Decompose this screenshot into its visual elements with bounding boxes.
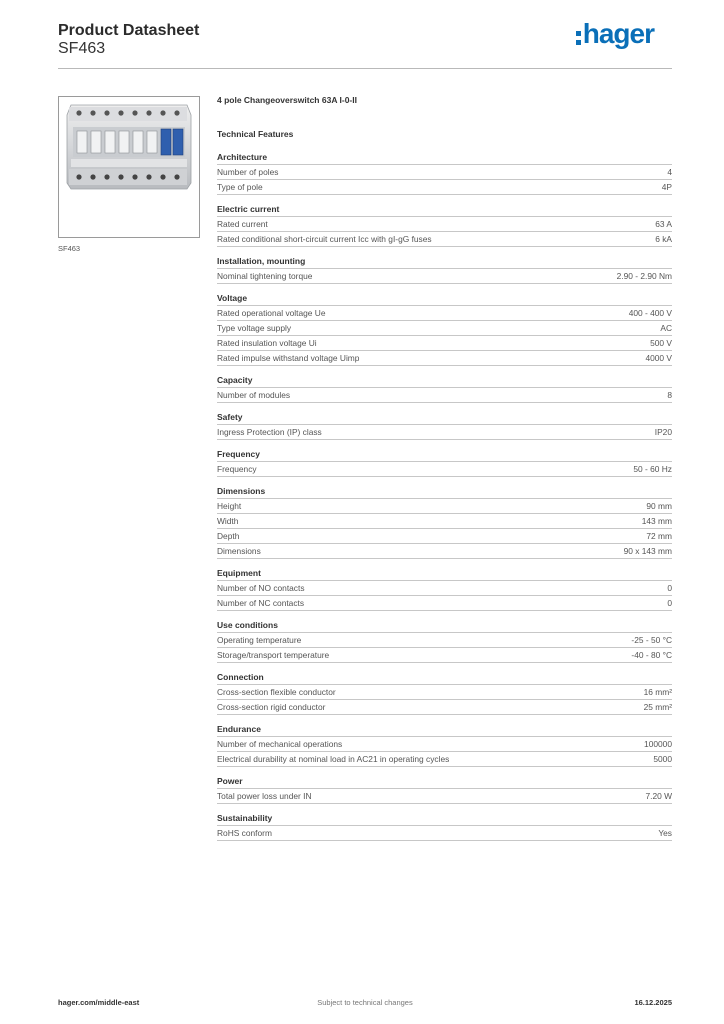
- spec-value: 100000: [644, 739, 672, 749]
- spec-section: [217, 256, 672, 284]
- spec-row: [217, 336, 672, 351]
- spec-value: 4: [667, 167, 672, 177]
- spec-label: Depth: [217, 531, 240, 541]
- spec-label: Type of pole: [217, 182, 263, 192]
- spec-label: Rated impulse withstand voltage Uimp: [217, 353, 360, 363]
- product-image: [58, 96, 200, 238]
- spec-row: [217, 596, 672, 611]
- spec-row: [217, 462, 672, 477]
- spec-label: Width: [217, 516, 239, 526]
- spec-value: 4P: [661, 182, 672, 192]
- spec-value: 90 mm: [646, 501, 672, 511]
- spec-row: [217, 217, 672, 232]
- spec-label: Total power loss under IN: [217, 791, 312, 801]
- spec-section: [217, 724, 672, 767]
- spec-value: 50 - 60 Hz: [633, 464, 672, 474]
- spec-row: [217, 700, 672, 715]
- spec-label: Rated insulation voltage Ui: [217, 338, 317, 348]
- spec-value: 0: [667, 598, 672, 608]
- spec-value: 4000 V: [645, 353, 672, 363]
- section-title: Frequency: [217, 449, 672, 462]
- spec-row: [217, 648, 672, 663]
- spec-value: 2.90 - 2.90 Nm: [616, 271, 672, 281]
- spec-row: [217, 633, 672, 648]
- logo-dots-icon: [576, 31, 581, 45]
- section-title: Electric current: [217, 204, 672, 217]
- spec-value: 143 mm: [641, 516, 672, 526]
- section-title: Safety: [217, 412, 672, 425]
- spec-label: Rated conditional short-circuit current Icc with gI-gG fuses: [217, 234, 432, 244]
- spec-value: 5000: [653, 754, 672, 764]
- spec-label: Number of NO contacts: [217, 583, 305, 593]
- technical-features: [217, 95, 672, 850]
- spec-label: Number of modules: [217, 390, 291, 400]
- section-title: Voltage: [217, 293, 672, 306]
- document-subtitle: SF463: [58, 40, 106, 57]
- spec-value: 500 V: [650, 338, 672, 348]
- spec-label: Number of poles: [217, 167, 279, 177]
- spec-row: [217, 180, 672, 195]
- spec-label: RoHS conform: [217, 828, 272, 838]
- spec-row: [217, 425, 672, 440]
- changeover-switch-icon: [59, 97, 199, 237]
- spec-row: [217, 165, 672, 180]
- spec-value: 72 mm: [646, 531, 672, 541]
- section-title: Sustainability: [217, 813, 672, 826]
- spec-value: 400 - 400 V: [628, 308, 672, 318]
- spec-value: 7.20 W: [645, 791, 672, 801]
- spec-section: [217, 672, 672, 715]
- image-caption: SF463: [58, 244, 81, 253]
- spec-section: [217, 293, 672, 366]
- spec-section: [217, 375, 672, 403]
- spec-section: [217, 776, 672, 804]
- spec-value: 63 A: [655, 219, 672, 229]
- section-title: Power: [217, 776, 672, 789]
- hager-logo[interactable]: [576, 20, 654, 48]
- spec-section: [217, 568, 672, 611]
- spec-row: [217, 581, 672, 596]
- spec-label: Number of NC contacts: [217, 598, 305, 608]
- spec-value: -25 - 50 °C: [631, 635, 672, 645]
- spec-row: [217, 529, 672, 544]
- spec-value: 0: [667, 583, 672, 593]
- spec-value: AC: [660, 323, 672, 333]
- spec-section: [217, 412, 672, 440]
- spec-section: [217, 204, 672, 247]
- spec-row: [217, 685, 672, 700]
- footer-website-link[interactable]: hager.com/middle-east: [58, 998, 140, 1007]
- section-title: Dimensions: [217, 486, 672, 499]
- spec-row: [217, 752, 672, 767]
- header-divider: [58, 68, 672, 69]
- technical-features-heading: Technical Features: [217, 129, 294, 139]
- spec-row: [217, 306, 672, 321]
- document-title: Product Datasheet: [58, 22, 200, 39]
- spec-label: Height: [217, 501, 242, 511]
- product-name: 4 pole Changeoverswitch 63A I-0-II: [217, 95, 357, 105]
- spec-section: [217, 813, 672, 841]
- spec-sections: [217, 152, 672, 841]
- section-title: Connection: [217, 672, 672, 685]
- spec-label: Rated operational voltage Ue: [217, 308, 326, 318]
- footer-disclaimer: Subject to technical changes: [317, 998, 413, 1007]
- spec-label: Dimensions: [217, 546, 261, 556]
- spec-label: Cross-section flexible conductor: [217, 687, 336, 697]
- section-title: Architecture: [217, 152, 672, 165]
- spec-label: Rated current: [217, 219, 268, 229]
- section-title: Installation, mounting: [217, 256, 672, 269]
- spec-label: Storage/transport temperature: [217, 650, 330, 660]
- spec-value: Yes: [658, 828, 672, 838]
- spec-row: [217, 737, 672, 752]
- spec-value: 25 mm²: [643, 702, 672, 712]
- page-header: [58, 20, 672, 68]
- spec-label: Frequency: [217, 464, 257, 474]
- spec-row: [217, 514, 672, 529]
- spec-row: [217, 321, 672, 336]
- spec-row: [217, 826, 672, 841]
- logo-text: hager: [582, 18, 654, 49]
- spec-label: Nominal tightening torque: [217, 271, 313, 281]
- spec-label: Cross-section rigid conductor: [217, 702, 326, 712]
- spec-label: Operating temperature: [217, 635, 302, 645]
- spec-row: [217, 388, 672, 403]
- spec-value: 90 x 143 mm: [623, 546, 672, 556]
- spec-section: [217, 486, 672, 559]
- spec-value: 6 kA: [655, 234, 672, 244]
- spec-section: [217, 449, 672, 477]
- footer-date: 16.12.2025: [634, 998, 672, 1007]
- spec-value: 8: [667, 390, 672, 400]
- spec-row: [217, 351, 672, 366]
- spec-label: Electrical durability at nominal load in AC21 in operating cycles: [217, 754, 450, 764]
- spec-value: -40 - 80 °C: [631, 650, 672, 660]
- section-title: Use conditions: [217, 620, 672, 633]
- spec-row: [217, 269, 672, 284]
- section-title: Endurance: [217, 724, 672, 737]
- spec-section: [217, 152, 672, 195]
- section-title: Equipment: [217, 568, 672, 581]
- spec-label: Number of mechanical operations: [217, 739, 343, 749]
- spec-value: 16 mm²: [643, 687, 672, 697]
- spec-row: [217, 544, 672, 559]
- spec-row: [217, 232, 672, 247]
- page-footer: [58, 998, 672, 1012]
- spec-row: [217, 789, 672, 804]
- spec-value: IP20: [654, 427, 672, 437]
- spec-label: Ingress Protection (IP) class: [217, 427, 322, 437]
- section-title: Capacity: [217, 375, 672, 388]
- spec-section: [217, 620, 672, 663]
- spec-label: Type voltage supply: [217, 323, 292, 333]
- spec-row: [217, 499, 672, 514]
